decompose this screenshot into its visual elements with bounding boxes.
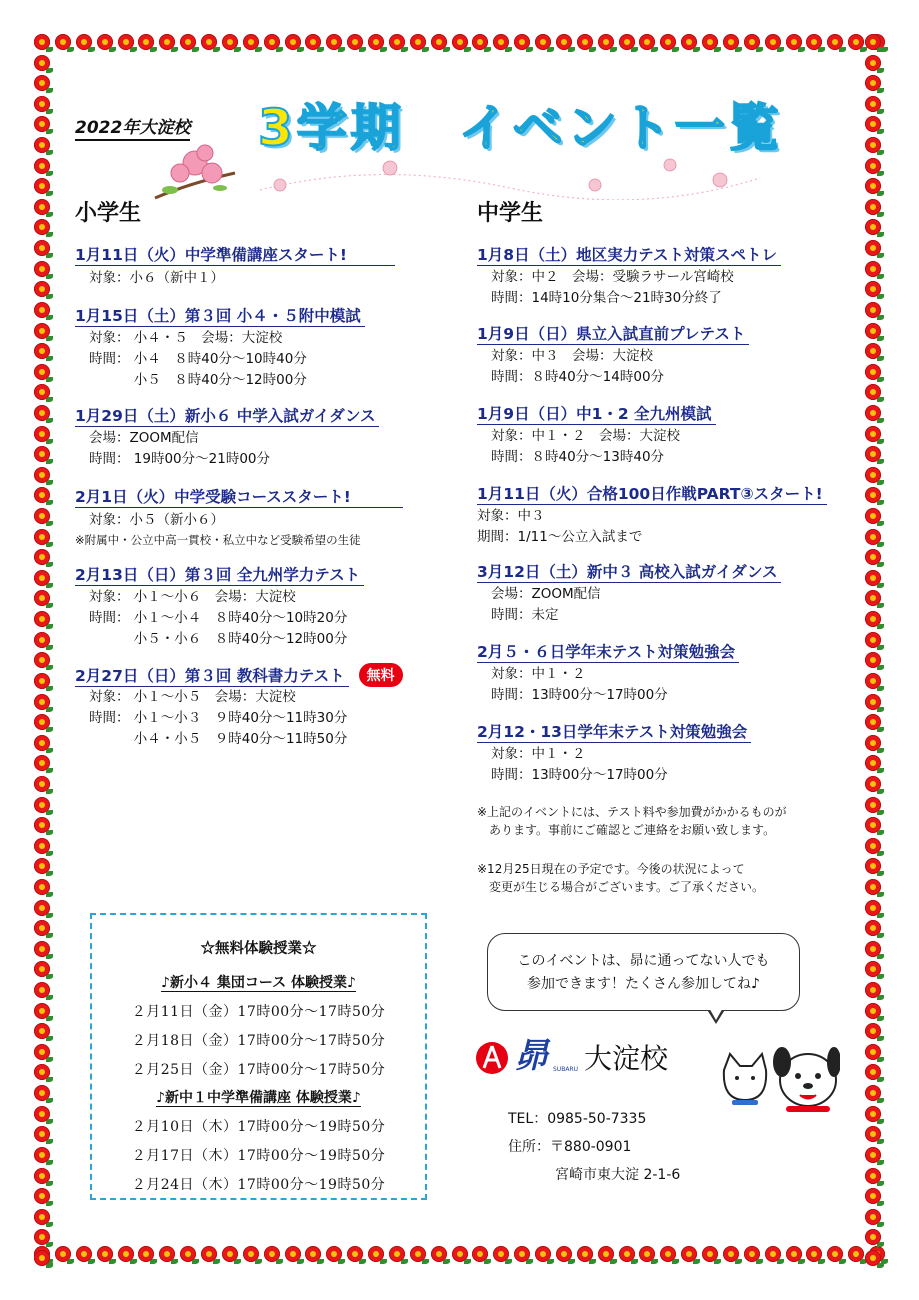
flower-icon [118, 1246, 134, 1262]
flower-icon [865, 858, 881, 874]
flower-icon [34, 920, 50, 936]
flower-icon [577, 1246, 593, 1262]
flower-icon [285, 1246, 301, 1262]
event-detail: 会場：ZOOM配信 [89, 430, 199, 446]
flower-icon [34, 611, 50, 627]
elementary-event-2 [75, 304, 365, 391]
trial-row: ２月18日（金）17時00分～17時50分 [131, 1033, 386, 1049]
flower-icon [118, 34, 134, 50]
flower-icon [34, 1023, 50, 1039]
trial-title: ☆無料体験授業☆ [200, 940, 317, 957]
flower-icon [34, 1250, 50, 1266]
flower-icon [865, 1126, 881, 1142]
flower-border-top [34, 34, 885, 54]
flower-icon [34, 817, 50, 833]
flower-icon [34, 343, 50, 359]
flower-icon [34, 302, 50, 318]
trial-row: ２月10日（木）17時00分～19時50分 [131, 1119, 386, 1135]
flower-icon [34, 405, 50, 421]
flower-icon [865, 116, 881, 132]
flower-icon [34, 219, 50, 235]
flower-icon [34, 1147, 50, 1163]
flower-icon [55, 1246, 71, 1262]
flower-icon [865, 652, 881, 668]
flower-icon [702, 34, 718, 50]
flower-icon [681, 34, 697, 50]
flower-icon [431, 34, 447, 50]
flower-icon [865, 714, 881, 730]
flower-icon [285, 34, 301, 50]
event-title: 2月27日（日）第３回 教科書力テスト [75, 664, 349, 687]
flower-icon [827, 34, 843, 50]
flower-icon [34, 1126, 50, 1142]
flower-icon [848, 1246, 864, 1262]
cherry-blossom-icon [150, 138, 240, 208]
flower-icon [243, 1246, 259, 1262]
event-detail: 小５・小６ ８時40分～12時00分 [89, 631, 348, 647]
event-title: 3月12日（土）新中３ 高校入試ガイダンス [477, 560, 781, 583]
event-title: 2月1日（火）中学受験コーススタート! [75, 485, 403, 508]
event-detail: 対象： 小１～小５ 会場：大淀校 [89, 689, 296, 705]
flower-icon [865, 735, 881, 751]
flower-icon [865, 755, 881, 771]
event-title: 1月9日（日）県立入試直前プレテスト [477, 322, 749, 345]
flower-icon [865, 75, 881, 91]
flower-icon [368, 1246, 384, 1262]
flower-icon [34, 508, 50, 524]
flower-icon [619, 34, 635, 50]
logo-text: 昴 [514, 1036, 548, 1076]
flower-icon [76, 1246, 92, 1262]
event-title: 2月５・６日学年末テスト対策勉強会 [477, 640, 739, 663]
flower-icon [577, 34, 593, 50]
flower-icon [514, 1246, 530, 1262]
flower-icon [34, 1209, 50, 1225]
junior-event-5 [477, 560, 781, 626]
flower-icon [865, 343, 881, 359]
free-trial-box [90, 913, 427, 1200]
notice-fees: ※上記のイベントには、テスト料や参加費がかかるものが あります。事前にご確認とご連絡をお願い致します。 [477, 805, 787, 837]
flower-icon [865, 1044, 881, 1060]
flower-icon [865, 529, 881, 545]
flower-icon [34, 879, 50, 895]
flower-icon [305, 1246, 321, 1262]
flower-icon [744, 1246, 760, 1262]
flower-icon [34, 364, 50, 380]
junior-event-7 [477, 720, 751, 786]
flower-icon [34, 982, 50, 998]
event-detail: 小４・小５ ９時40分～11時50分 [89, 731, 348, 747]
bubble-line: このイベントは、昴に通ってない人でも [517, 953, 770, 969]
elementary-event-3 [75, 404, 379, 470]
flower-icon [556, 1246, 572, 1262]
flower-icon [865, 302, 881, 318]
trial-row: ２月17日（木）17時00分～19時50分 [131, 1148, 386, 1164]
event-note: ※附属中・公立中高一貫校・私立中など受験希望の生徒 [75, 533, 361, 547]
event-detail: 対象：中３ 会場：大淀校 [491, 348, 653, 364]
flower-icon [347, 1246, 363, 1262]
flower-icon [264, 34, 280, 50]
flower-icon [34, 96, 50, 112]
elementary-event-6 [75, 663, 403, 750]
event-detail: 対象： 小４・５ 会場：大淀校 [89, 330, 283, 346]
flower-icon [865, 405, 881, 421]
flower-icon [34, 1003, 50, 1019]
flower-border-bottom [34, 1246, 885, 1266]
flower-icon [34, 632, 50, 648]
flower-icon [865, 1064, 881, 1080]
flower-icon [34, 281, 50, 297]
flower-icon [865, 1147, 881, 1163]
flower-icon [76, 34, 92, 50]
event-detail: 対象：中１・２ 会場：大淀校 [491, 428, 680, 444]
flower-icon [34, 570, 50, 586]
flower-icon [865, 900, 881, 916]
flower-icon [723, 1246, 739, 1262]
flower-icon [865, 384, 881, 400]
flower-icon [34, 116, 50, 132]
flower-icon [34, 240, 50, 256]
elementary-event-4 [75, 485, 403, 549]
flower-icon [865, 1188, 881, 1204]
event-detail: 時間：14時10分集合～21時30分終了 [491, 290, 722, 306]
flower-icon [865, 1168, 881, 1184]
flower-icon [34, 755, 50, 771]
flower-icon [535, 34, 551, 50]
flower-icon [34, 652, 50, 668]
flower-icon [865, 611, 881, 627]
flower-icon [865, 323, 881, 339]
flower-icon [556, 34, 572, 50]
flower-icon [34, 735, 50, 751]
event-detail: 対象：中１・２ [491, 746, 586, 762]
elementary-event-1 [75, 243, 395, 289]
elementary-event-5 [75, 563, 364, 650]
flower-icon [222, 34, 238, 50]
event-detail: 時間：８時40分～14時00分 [491, 369, 665, 385]
flower-icon [34, 838, 50, 854]
flower-icon [34, 858, 50, 874]
flower-icon [786, 1246, 802, 1262]
flower-icon [493, 34, 509, 50]
flower-icon [180, 1246, 196, 1262]
flower-icon [264, 1246, 280, 1262]
flower-icon [34, 261, 50, 277]
flower-icon [865, 178, 881, 194]
flower-icon [34, 797, 50, 813]
junior-event-4 [477, 482, 827, 548]
flower-icon [222, 1246, 238, 1262]
bubble-line: 参加できます！たくさん参加してね♪ [527, 976, 760, 992]
elementary-heading: 小学生 [75, 201, 142, 226]
school-year-label: 2022年大淀校 [75, 113, 190, 141]
event-detail: 時間： 小４ ８時40分～10時40分 [89, 351, 307, 367]
trial-subtitle-text: ♪新中１中学準備講座 体験授業♪ [156, 1090, 361, 1106]
event-detail: 対象： 小１～小６ 会場：大淀校 [89, 589, 296, 605]
flower-icon [493, 1246, 509, 1262]
flower-icon [765, 34, 781, 50]
free-badge: 無料 [359, 663, 403, 687]
flower-icon [389, 34, 405, 50]
flower-icon [452, 34, 468, 50]
flower-icon [431, 1246, 447, 1262]
flower-icon [865, 941, 881, 957]
flower-icon [865, 1250, 881, 1266]
flower-icon [34, 694, 50, 710]
flower-icon [472, 34, 488, 50]
event-detail: 対象：中２ 会場：受験ラサール宮崎校 [491, 269, 734, 285]
flower-icon [34, 384, 50, 400]
flower-icon [97, 1246, 113, 1262]
flower-icon [865, 549, 881, 565]
flower-icon [452, 1246, 468, 1262]
flower-icon [865, 55, 881, 71]
flower-icon [34, 199, 50, 215]
junior-event-1 [477, 243, 781, 309]
flower-icon [865, 137, 881, 153]
flower-icon [848, 34, 864, 50]
flower-icon [865, 1003, 881, 1019]
flower-icon [865, 920, 881, 936]
flower-icon [34, 323, 50, 339]
flower-icon [806, 1246, 822, 1262]
trial-row: ２月24日（木）17時00分～19時50分 [131, 1177, 386, 1193]
flower-icon [34, 673, 50, 689]
flower-icon [472, 1246, 488, 1262]
flower-icon [865, 1085, 881, 1101]
subaru-logo-icon [474, 1040, 510, 1076]
flower-icon [34, 34, 50, 50]
event-detail: 時間：13時00分～17時00分 [491, 687, 668, 703]
flower-icon [865, 158, 881, 174]
flower-icon [765, 1246, 781, 1262]
flower-icon [34, 590, 50, 606]
flower-icon [34, 941, 50, 957]
flower-icon [723, 34, 739, 50]
flower-icon [34, 426, 50, 442]
event-detail: 会場：ZOOM配信 [491, 586, 601, 602]
page-title: 3学期 イベント一覧 [258, 99, 783, 157]
flower-icon [34, 900, 50, 916]
flower-icon [34, 446, 50, 462]
flower-icon [34, 1168, 50, 1184]
flower-icon [326, 34, 342, 50]
speech-bubble-tail-fill [708, 1006, 724, 1020]
flower-icon [865, 364, 881, 380]
event-detail: 対象：中１・２ [491, 666, 586, 682]
flower-icon [514, 34, 530, 50]
event-title: 1月8日（土）地区実力テスト対策スペトレ [477, 243, 781, 266]
contact-tel: TEL：0985-50-7335 [508, 1111, 647, 1127]
junior-high-heading: 中学生 [477, 201, 544, 226]
event-detail: 時間：13時00分～17時00分 [491, 767, 668, 783]
event-detail: 時間： 小１～小４ ８時40分～10時20分 [89, 610, 348, 626]
flower-icon [744, 34, 760, 50]
event-title: 2月13日（日）第３回 全九州学力テスト [75, 563, 364, 586]
flower-icon [305, 34, 321, 50]
flower-icon [619, 1246, 635, 1262]
flower-icon [865, 1209, 881, 1225]
flower-icon [865, 487, 881, 503]
flower-icon [389, 1246, 405, 1262]
flower-icon [660, 34, 676, 50]
flower-icon [34, 1229, 50, 1245]
flower-icon [34, 1106, 50, 1122]
flower-icon [34, 137, 50, 153]
flower-icon [34, 487, 50, 503]
flower-icon [410, 34, 426, 50]
flower-icon [180, 34, 196, 50]
junior-event-3 [477, 402, 716, 468]
flower-icon [201, 34, 217, 50]
flower-icon [159, 1246, 175, 1262]
event-title: 2月12・13日学年末テスト対策勉強会 [477, 720, 751, 743]
flower-icon [326, 1246, 342, 1262]
contact-address: 宮崎市東大淀 2-1-6 [555, 1167, 681, 1183]
trial-subtitle-text: ♪新小４ 集団コース 体験授業♪ [161, 975, 356, 991]
flower-icon [639, 34, 655, 50]
flower-icon [865, 508, 881, 524]
trial-subtitle [92, 972, 425, 992]
event-title: 1月15日（土）第３回 小４・５附中模試 [75, 304, 365, 327]
flower-icon [865, 982, 881, 998]
trial-row: ２月11日（金）17時00分～17時50分 [131, 1004, 386, 1020]
trial-row: ２月25日（金）17時00分～17時50分 [131, 1062, 386, 1078]
junior-event-6 [477, 640, 739, 706]
flower-icon [347, 34, 363, 50]
flower-icon [865, 240, 881, 256]
flower-icon [410, 1246, 426, 1262]
flower-icon [865, 694, 881, 710]
flower-icon [865, 96, 881, 112]
flower-icon [639, 1246, 655, 1262]
cat-and-dog-mascot-icon [720, 1040, 840, 1120]
flower-icon [865, 34, 881, 50]
flower-border-right [865, 34, 885, 1266]
flower-icon [865, 1023, 881, 1039]
contact-address-label: 住所：〒880-0901 [508, 1139, 632, 1155]
flower-icon [865, 776, 881, 792]
flower-icon [535, 1246, 551, 1262]
flower-icon [55, 34, 71, 50]
flower-icon [865, 426, 881, 442]
event-detail: 時間： 19時00分～21時00分 [89, 451, 271, 467]
flower-icon [598, 34, 614, 50]
flower-icon [865, 1106, 881, 1122]
event-detail: 対象：中３ [477, 508, 545, 524]
flower-icon [865, 467, 881, 483]
flower-icon [368, 34, 384, 50]
flower-icon [138, 34, 154, 50]
junior-event-2 [477, 322, 749, 388]
flower-icon [34, 529, 50, 545]
flower-icon [201, 1246, 217, 1262]
flower-icon [865, 879, 881, 895]
flower-icon [827, 1246, 843, 1262]
flower-icon [34, 776, 50, 792]
campus-name: 大淀校 [584, 1042, 669, 1075]
flower-icon [34, 467, 50, 483]
flower-icon [681, 1246, 697, 1262]
flower-icon [865, 632, 881, 648]
flower-icon [243, 34, 259, 50]
event-title: 1月11日（火）中学準備講座スタート! [75, 243, 395, 266]
flower-icon [865, 838, 881, 854]
event-detail: 期間：1/11～公立入試まで [477, 529, 643, 545]
flower-icon [865, 261, 881, 277]
sakura-decoration [250, 150, 770, 200]
logo-subtext: SUBARU [553, 1066, 578, 1073]
flower-icon [865, 281, 881, 297]
flower-icon [34, 55, 50, 71]
flower-icon [865, 590, 881, 606]
flower-icon [34, 178, 50, 194]
flower-icon [97, 34, 113, 50]
event-title: 1月29日（土）新小６ 中学入試ガイダンス [75, 404, 379, 427]
flower-icon [34, 549, 50, 565]
notice-schedule: ※12月25日現在の予定です。今後の状況によって 変更が生じる場合がございます。ご了承ください。 [477, 862, 765, 894]
flower-icon [702, 1246, 718, 1262]
speech-bubble [487, 933, 800, 1011]
flower-icon [865, 1229, 881, 1245]
event-title: 1月11日（火）合格100日作戦PART③スタート! [477, 482, 827, 505]
flower-icon [34, 158, 50, 174]
flower-icon [34, 961, 50, 977]
flower-icon [34, 1188, 50, 1204]
flower-icon [865, 446, 881, 462]
flower-border-left [34, 34, 54, 1266]
flower-icon [865, 961, 881, 977]
flower-icon [34, 75, 50, 91]
flower-icon [660, 1246, 676, 1262]
flower-icon [34, 1064, 50, 1080]
flower-icon [34, 714, 50, 730]
flower-icon [34, 1085, 50, 1101]
event-detail: 時間：未定 [491, 607, 559, 623]
flower-icon [865, 570, 881, 586]
event-title: 1月9日（日）中1・2 全九州模試 [477, 402, 716, 425]
flower-icon [34, 1044, 50, 1060]
flower-icon [865, 817, 881, 833]
event-detail: 時間：８時40分～13時40分 [491, 449, 665, 465]
flower-icon [159, 34, 175, 50]
event-detail: 小５ ８時40分～12時00分 [89, 372, 307, 388]
trial-subtitle [92, 1087, 425, 1107]
event-detail: 対象：小５（新小６） [89, 512, 224, 528]
flower-icon [806, 34, 822, 50]
flower-icon [138, 1246, 154, 1262]
event-detail: 時間： 小１～小３ ９時40分～11時30分 [89, 710, 348, 726]
flower-icon [865, 797, 881, 813]
flower-icon [786, 34, 802, 50]
event-detail: 対象：小６（新中１） [89, 270, 224, 286]
flower-icon [865, 199, 881, 215]
flower-icon [598, 1246, 614, 1262]
flower-icon [865, 673, 881, 689]
flower-icon [865, 219, 881, 235]
